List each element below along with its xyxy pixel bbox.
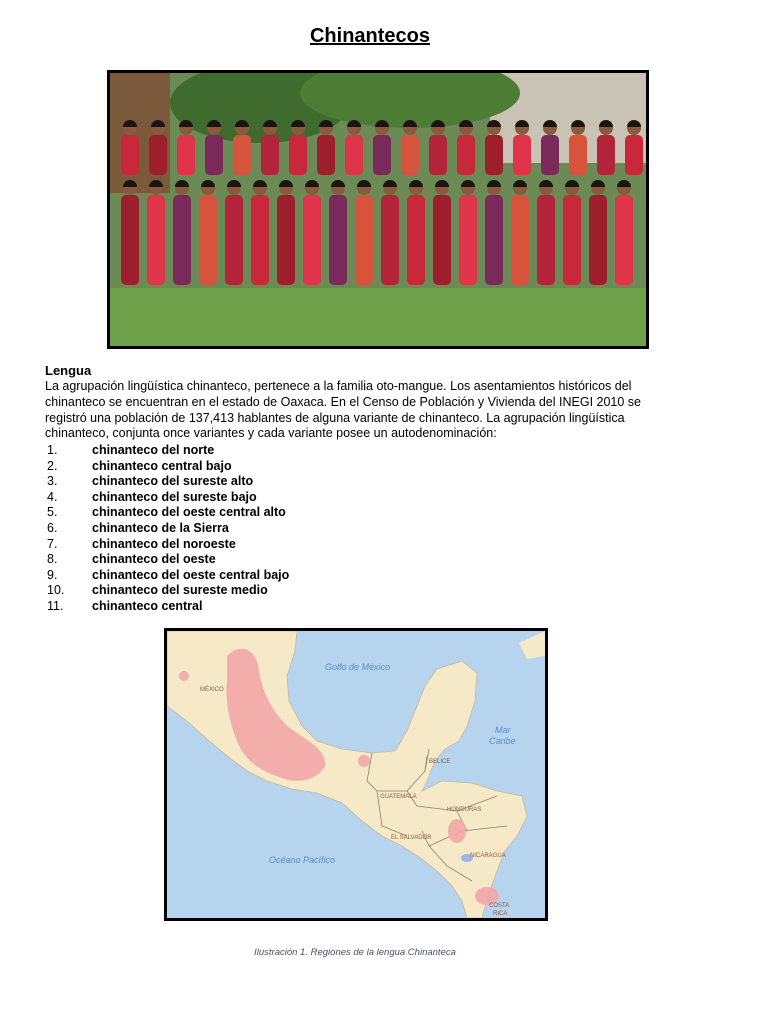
label-nicaragua: NICARAGUA (470, 853, 506, 859)
list-item-number: 6. (47, 520, 58, 535)
list-item-number: 4. (47, 489, 58, 504)
list-item-label: chinanteco central bajo (92, 458, 232, 473)
list-item-number: 3. (47, 474, 58, 489)
label-belize: BELICE (429, 759, 451, 765)
map-graphic (167, 631, 545, 918)
list-item-label: chinanteco central (92, 598, 203, 613)
page-title: Chinantecos (309, 25, 431, 47)
label-caribbean-2: Caribe (489, 736, 516, 746)
list-item-label: chinanteco del oeste central alto (92, 505, 286, 520)
label-costa-rica-2: RICA (493, 911, 508, 917)
list-item-label: chinanteco del sureste medio (92, 583, 268, 598)
list-item-number: 7. (47, 536, 58, 551)
list-item (45, 583, 289, 599)
section-heading: Lengua (45, 363, 92, 378)
label-caribbean-1: Mar (495, 725, 511, 735)
label-guatemala: GUATEMALA (380, 794, 417, 800)
list-item (45, 443, 289, 459)
list-item-label: chinanteco del sureste bajo (92, 489, 257, 504)
list-item-number: 5. (47, 505, 58, 520)
list-item-number: 11. (47, 598, 64, 613)
list-item (45, 568, 289, 584)
list-item-label: chinanteco del oeste (92, 552, 216, 567)
list-item (45, 505, 289, 521)
list-item-label: chinanteco del noroeste (92, 536, 236, 551)
list-item (45, 521, 289, 537)
list-item-label: chinanteco del norte (92, 443, 215, 457)
label-mexico: MÉXICO (200, 687, 224, 693)
list-item (45, 459, 289, 475)
list-item-number: 9. (47, 567, 58, 582)
list-item-number: 10. (47, 583, 65, 598)
label-salvador: EL SALVADOR (391, 835, 432, 841)
list-item (45, 552, 289, 568)
label-pacific: Océano Pacífico (269, 855, 336, 865)
list-item-number: 8. (47, 552, 58, 567)
list-item (45, 537, 289, 553)
list-item-label: chinanteco del sureste alto (92, 474, 254, 489)
label-honduras: HONDURAS (447, 807, 482, 813)
label-gulf: Golfo de México (325, 662, 391, 672)
list-item-label: chinanteco del oeste central bajo (92, 567, 290, 582)
list-item-label: chinanteco de la Sierra (92, 520, 229, 535)
list-item (45, 474, 289, 490)
list-item (45, 599, 289, 615)
group-photo-icon (110, 73, 646, 346)
label-costa-rica-1: COSTA (489, 903, 510, 909)
variant-list (45, 443, 289, 615)
list-item (45, 490, 289, 506)
list-item-number: 2. (47, 458, 58, 473)
section-paragraph: La agrupación lingüística chinanteco, pertenece a la familia oto-mangue. Los asentamientos históricos del chinanteco se encuentran en el estado de Oaxaca. En el Censo de Población y Vivienda del INEGI 2010 se registró una población de 137,413 hablantes de alguna variante de chinanteco. La agrupación lingüística chinanteco, conjunta once variantes y cada variante posee un autodenominación: (45, 379, 641, 441)
group-photo (107, 70, 649, 349)
region-map (164, 628, 548, 921)
figure-caption: Ilustración 1. Regiones de la lengua Chinanteca (254, 947, 456, 958)
list-item-number: 1. (47, 443, 58, 457)
